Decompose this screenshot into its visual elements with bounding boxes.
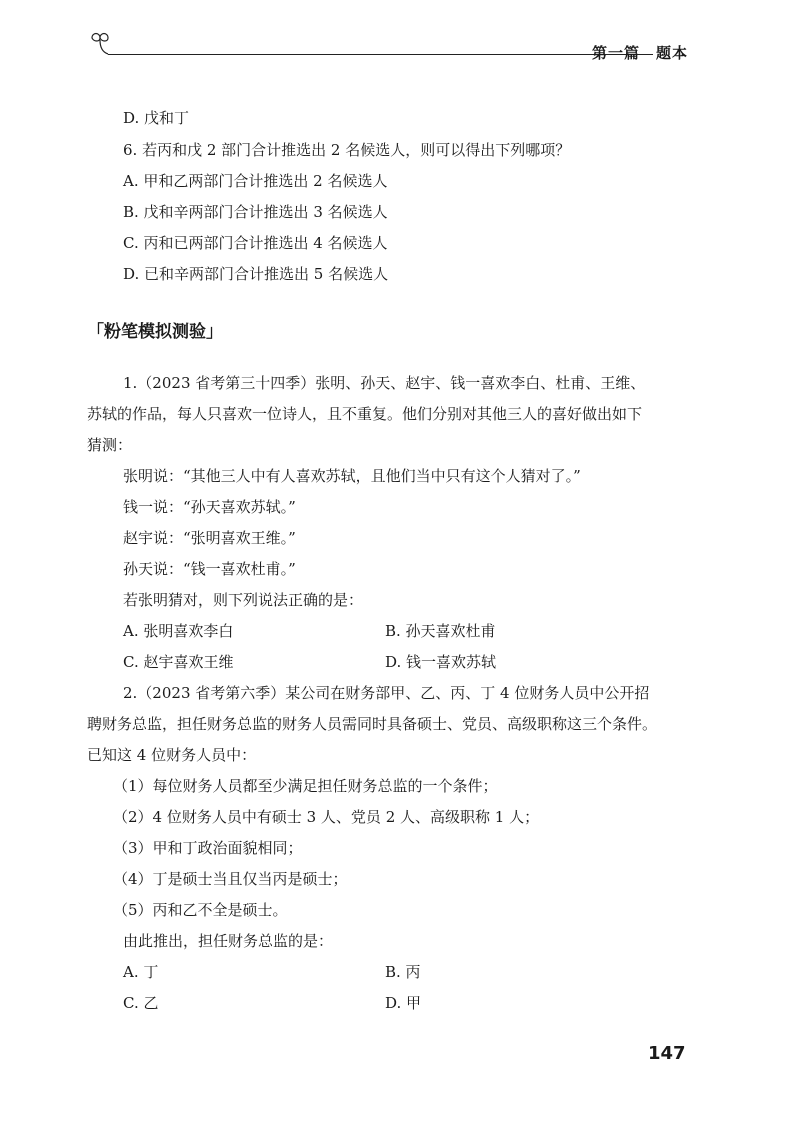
q6-option-c: C. 丙和已两部门合计推选出 4 名候选人 bbox=[123, 234, 388, 252]
q1-question: 若张明猜对，则下列说法正确的是： bbox=[123, 591, 364, 609]
q1-statement: 赵宇说：“张明喜欢王维。” bbox=[123, 529, 296, 547]
q2-condition: （4）丁是硕士当且仅当丙是硕士； bbox=[113, 870, 348, 888]
q1-statement: 孙天说：“钱一喜欢杜甫。” bbox=[123, 560, 296, 578]
prev-option-d: D. 戊和丁 bbox=[123, 109, 190, 127]
q2-option-a: A. 丁 bbox=[123, 963, 159, 981]
page-number: 147 bbox=[648, 1043, 686, 1064]
q2-condition: （1）每位财务人员都至少满足担任财务总监的一个条件； bbox=[113, 777, 498, 795]
q2-stem-line: 已知这 4 位财务人员中： bbox=[87, 746, 257, 764]
section-title: 「粉笔模拟测验」 bbox=[87, 322, 223, 342]
q1-statement: 钱一说：“孙天喜欢苏轼。” bbox=[123, 498, 296, 516]
page-header bbox=[88, 28, 688, 68]
q2-condition: （3）甲和丁政治面貌相同； bbox=[113, 839, 303, 857]
q1-option-b: B. 孙天喜欢杜甫 bbox=[385, 622, 496, 640]
q6-option-d: D. 已和辛两部门合计推选出 5 名候选人 bbox=[123, 265, 389, 283]
q2-option-b: B. 丙 bbox=[385, 963, 421, 981]
q2-condition: （5）丙和乙不全是硕士。 bbox=[113, 901, 288, 919]
q1-option-d: D. 钱一喜欢苏轼 bbox=[385, 653, 497, 671]
q1-option-c: C. 赵宇喜欢王维 bbox=[123, 653, 234, 671]
q2-stem-line: 聘财务总监，担任财务总监的财务人员需同时具备硕士、党员、高级职称这三个条件。 bbox=[87, 715, 658, 733]
q1-stem-line: 猜测： bbox=[87, 436, 133, 454]
q1-stem-line: 苏轼的作品，每人只喜欢一位诗人，且不重复。他们分别对其他三人的喜好做出如下 bbox=[87, 405, 643, 423]
q1-statement: 张明说：“其他三人中有人喜欢苏轼，且他们当中只有这个人猜对了。” bbox=[123, 467, 581, 485]
header-rule bbox=[108, 54, 653, 55]
q1-stem-line: 1.（2023 省考第三十四季）张明、孙天、赵宇、钱一喜欢李白、杜甫、王维、 bbox=[123, 374, 646, 392]
q2-stem-line: 2.（2023 省考第六季）某公司在财务部甲、乙、丙、丁 4 位财务人员中公开招 bbox=[123, 684, 650, 702]
q6-option-b: B. 戊和辛两部门合计推选出 3 名候选人 bbox=[123, 203, 388, 221]
q6-stem: 6. 若丙和戊 2 部门合计推选出 2 名候选人，则可以得出下列哪项？ bbox=[123, 141, 571, 159]
q6-option-a: A. 甲和乙两部门合计推选出 2 名候选人 bbox=[123, 172, 388, 190]
q2-option-c: C. 乙 bbox=[123, 994, 159, 1012]
q2-condition: （2）4 位财务人员中有硕士 3 人、党员 2 人、高级职称 1 人； bbox=[113, 808, 540, 826]
q2-question: 由此推出，担任财务总监的是： bbox=[123, 932, 334, 950]
header-title: 第一篇 题本 bbox=[591, 44, 688, 62]
q1-option-a: A. 张明喜欢李白 bbox=[123, 622, 234, 640]
q2-option-d: D. 甲 bbox=[385, 994, 422, 1012]
